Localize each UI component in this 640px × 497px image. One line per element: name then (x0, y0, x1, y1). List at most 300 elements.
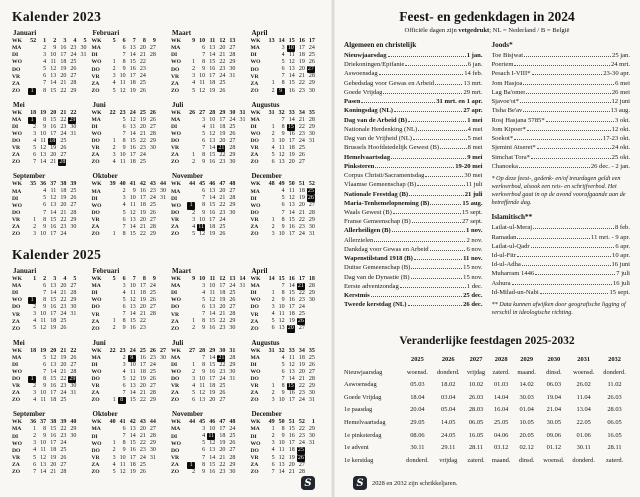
weekday-row (171, 283, 246, 290)
date-cell (185, 290, 195, 297)
date-cell: 2 (122, 188, 126, 195)
week-number-cell: 26 (149, 109, 156, 116)
date-cell: 15 (209, 59, 216, 66)
date-cell: 24 (229, 282, 236, 289)
weekday-row (251, 290, 326, 297)
date-cell: 26 (219, 389, 226, 396)
date-cell: 5 (281, 195, 285, 202)
date-cell: 13 (129, 426, 136, 433)
date-cell: 29 (308, 123, 315, 130)
month-block (171, 101, 246, 167)
date-cell: 5 (202, 440, 206, 447)
date-cell (315, 433, 325, 440)
date-cell (235, 159, 245, 166)
week-number-cell: 5 (112, 38, 116, 44)
date-cell: 2 (271, 87, 275, 94)
weekday-row (171, 304, 246, 311)
holiday-date: 26 mei (611, 88, 630, 96)
date-cell (76, 88, 86, 95)
date-cell: 10 (278, 230, 285, 237)
date-cell: 11 (129, 290, 136, 297)
week-number-cell: 31 (268, 347, 275, 354)
dot-leader (517, 233, 590, 239)
week-number-row (12, 110, 87, 117)
date-cell: 12 (288, 59, 295, 66)
date-cell (76, 224, 86, 231)
date-cell: 3 (192, 73, 196, 80)
date-cell: 26 (70, 66, 77, 73)
day-label: DO (12, 138, 21, 145)
day-label: WO (250, 131, 261, 138)
date-cell: 15 (288, 216, 295, 223)
day-label: ZA (12, 152, 20, 159)
date-cell: 28 (149, 433, 156, 440)
date-cell: 7 (122, 223, 126, 230)
date-cell (235, 202, 245, 209)
date-cell (225, 88, 235, 95)
week-number-cell: 38 (60, 181, 67, 188)
day-label: WO (250, 368, 261, 375)
holiday-date: 1 nov. (466, 227, 483, 235)
date-cell: 14 (288, 375, 295, 382)
day-label: VR (250, 145, 259, 152)
week-number-cell: 10 (199, 275, 206, 282)
weekday-row (92, 390, 167, 397)
date-cell (185, 124, 195, 131)
holiday-name: Id-Milad-un-Nabi (491, 288, 539, 296)
day-label: ZO (250, 159, 259, 166)
date-cell: 11 (278, 145, 285, 152)
date-cell: 29 (229, 318, 236, 325)
day-label: WO (12, 202, 22, 209)
date-cell (156, 73, 166, 80)
week-number-cell: 34 (298, 347, 305, 354)
day-label: ZA (250, 80, 259, 87)
date-cell (146, 318, 156, 325)
date-cell (265, 188, 275, 195)
date-cell: 15 (129, 59, 136, 66)
date-cell: 31 (70, 130, 77, 137)
date-cell: 21 (139, 52, 146, 59)
holiday-item (492, 116, 631, 125)
movable-value: 29.05 (410, 419, 425, 427)
date-cell: 16 (209, 159, 216, 166)
weekday-row (92, 304, 167, 311)
date-cell: 25 (308, 52, 315, 59)
day-label: ZO (91, 468, 100, 475)
day-label: VR (250, 311, 259, 318)
weekday-row (12, 390, 87, 397)
weekday-row (251, 376, 326, 383)
date-cell (106, 202, 116, 209)
day-label: DO (250, 304, 259, 311)
week-number-cell: 48 (268, 181, 275, 188)
day-label: WO (171, 368, 181, 375)
date-cell: 4 (271, 447, 275, 454)
weekday-row (12, 304, 87, 311)
date-cell: 12 (119, 87, 126, 94)
dot-leader (411, 273, 463, 279)
month-name: Januari (13, 29, 37, 37)
month-grid (12, 419, 87, 476)
date-cell: 10 (278, 304, 285, 311)
date-cell: 7 (281, 375, 285, 382)
date-cell (106, 210, 116, 217)
date-cell (76, 73, 86, 80)
date-cell (315, 124, 325, 131)
date-cell: 30 (308, 433, 315, 440)
date-cell: 1 (33, 426, 37, 433)
month-grid (92, 110, 167, 167)
date-cell: 15 (50, 297, 57, 304)
date-cell: 4 (281, 354, 285, 361)
day-label: DI (250, 433, 257, 440)
date-cell: 9 (202, 159, 206, 166)
date-cell (185, 145, 195, 152)
date-cell: 30 (70, 123, 77, 130)
date-cell (185, 304, 195, 311)
movable-feasts-table (344, 353, 630, 466)
date-cell: 16 (209, 325, 216, 332)
day-label: VR (12, 311, 21, 318)
date-cell (76, 138, 86, 145)
dot-leader (535, 269, 615, 275)
week-number-cell: 11 (209, 38, 216, 44)
day-label: ZA (91, 80, 100, 87)
weekday-row (171, 131, 246, 138)
date-cell: 26 (308, 59, 315, 66)
day-label: DO (12, 209, 21, 216)
weekday-row (12, 447, 87, 454)
week-number-cell: 25 (139, 109, 146, 116)
week-number-cell: 22 (70, 109, 77, 116)
date-cell: 16 (288, 389, 295, 396)
month-name: December (251, 172, 282, 181)
date-cell: 5 (271, 318, 275, 325)
date-cell: 23 (60, 123, 67, 130)
date-cell (156, 210, 166, 217)
day-label: MA (12, 354, 22, 361)
holiday-item (344, 162, 483, 171)
date-cell (265, 73, 275, 80)
holiday-item (344, 143, 483, 152)
date-cell: 29 (229, 461, 236, 468)
date-cell: 4 (192, 223, 196, 230)
date-cell (156, 80, 166, 87)
month-block (171, 410, 246, 476)
movable-value: 28.11 (468, 444, 484, 452)
date-cell (156, 224, 166, 231)
date-cell: 15 (209, 202, 216, 209)
date-cell: 27 (229, 447, 236, 454)
date-cell: 5 (122, 375, 126, 382)
date-cell: 8 (43, 375, 47, 382)
date-cell: 11 (278, 447, 285, 454)
date-cell: 12 (199, 87, 206, 94)
movable-value: 10.02 (468, 381, 484, 389)
day-label: WO (91, 59, 102, 66)
date-cell: 21 (60, 209, 67, 216)
date-cell: 20 (50, 152, 57, 159)
holiday-date: 15 (287, 382, 294, 389)
date-cell (156, 59, 166, 66)
day-label: VR (12, 145, 21, 152)
date-cell: 22 (60, 87, 67, 94)
date-cell: 23 (139, 145, 146, 152)
date-cell (315, 297, 325, 304)
date-cell (315, 52, 325, 59)
day-label: DO (171, 138, 180, 145)
movable-row (344, 378, 630, 391)
date-cell: 27 (149, 216, 156, 223)
week-number-cell (156, 276, 166, 283)
date-cell: 18 (219, 433, 226, 440)
date-cell: 13 (129, 304, 136, 311)
week-number-cell: 16 (288, 275, 295, 282)
date-cell: 24 (139, 454, 146, 461)
date-cell: 28 (149, 52, 156, 59)
day-label: VR (12, 73, 21, 80)
holiday-item (492, 97, 631, 106)
date-cell: 14 (129, 433, 136, 440)
month-grid (171, 110, 246, 167)
date-cell: 2 (122, 354, 126, 361)
date-cell (265, 59, 275, 66)
date-cell: 4 (112, 80, 116, 87)
date-cell: 17 (219, 116, 226, 123)
date-cell (315, 188, 325, 195)
holiday-date: 16 juni (611, 261, 630, 269)
date-cell: 6 (202, 188, 206, 195)
holiday-date: 1 mei (467, 116, 483, 124)
date-cell: 30 (308, 223, 315, 230)
date-cell: 29 (308, 290, 315, 297)
date-cell: 26 (60, 325, 67, 332)
date-cell (305, 152, 315, 159)
week-number-cell: 30 (219, 347, 226, 354)
date-cell: 17 (50, 311, 57, 318)
day-label: ZO (12, 397, 21, 404)
date-cell (235, 88, 245, 95)
date-cell: 28 (70, 368, 77, 375)
date-cell: 4 (33, 318, 37, 325)
weekday-row (92, 159, 167, 166)
date-cell: 17 (288, 137, 295, 144)
date-cell: 4 (271, 145, 275, 152)
holiday-date: 27 sept. (461, 218, 483, 226)
date-cell: 1 (112, 318, 116, 325)
holiday-name: Ashura (491, 279, 511, 287)
date-cell: 25 (60, 397, 67, 404)
month-name: Oktober (92, 172, 118, 181)
date-cell: 7 (202, 311, 206, 318)
date-cell: 14 (288, 282, 295, 289)
date-cell: 28 (149, 130, 156, 137)
date-cell: 17 (129, 152, 136, 159)
movable-value: 29.11 (441, 444, 456, 452)
week-number-row (12, 38, 87, 45)
date-cell (305, 462, 315, 469)
date-cell: 10 (40, 230, 47, 237)
month-grid (12, 348, 87, 405)
movable-value: 28.03 (468, 406, 484, 414)
weekday-row (92, 217, 167, 224)
day-label: WK (12, 419, 22, 426)
holiday-name: Sjemini Atseret* (491, 144, 536, 152)
date-cell: 19 (298, 361, 305, 368)
date-cell: 25 (149, 368, 156, 375)
holiday-item (492, 106, 631, 115)
date-cell: 16 (139, 354, 146, 361)
date-cell (235, 188, 245, 195)
day-label: DI (250, 195, 257, 202)
date-cell: 5 (122, 297, 126, 304)
week-number-cell: 49 (268, 419, 275, 426)
date-cell: 12 (129, 209, 136, 216)
week-number-cell: 7 (132, 275, 136, 282)
month-block (92, 339, 167, 405)
weekday-row (251, 117, 326, 124)
date-cell (156, 202, 166, 209)
date-cell (156, 469, 166, 476)
date-cell: 7 (202, 454, 206, 461)
date-cell: 7 (43, 209, 47, 216)
week-number-cell: 46 (209, 419, 216, 426)
date-cell (76, 469, 86, 476)
date-cell: 3 (202, 116, 206, 123)
week-number-cell: 19 (40, 109, 47, 116)
date-cell (156, 138, 166, 145)
day-label: DO (91, 138, 100, 145)
date-cell: 31 (149, 454, 156, 461)
day-label: DI (171, 290, 178, 297)
weekday-row (171, 397, 246, 404)
date-cell: 8 (202, 202, 206, 209)
date-cell: 20 (139, 426, 146, 433)
year-title-2025: Kalender 2025 (12, 246, 102, 262)
date-cell: 10 (40, 440, 47, 447)
date-cell: 24 (60, 230, 67, 237)
dot-leader (531, 242, 615, 248)
date-cell (315, 224, 325, 231)
date-cell: 18 (288, 311, 295, 318)
day-label: ZO (91, 325, 100, 332)
month-name: Juli (172, 100, 184, 109)
date-cell: 17 (50, 440, 57, 447)
month-name: Mei (13, 100, 25, 109)
day-label: ZO (171, 231, 180, 238)
date-cell (76, 440, 86, 447)
month-grid (251, 181, 326, 238)
date-cell (76, 362, 86, 369)
date-cell: 2 (271, 223, 275, 230)
date-cell (106, 217, 116, 224)
week-number-cell: 3 (53, 275, 57, 282)
date-cell (26, 376, 36, 383)
date-cell (235, 59, 245, 66)
day-label: DO (91, 66, 100, 73)
dot-leader (514, 134, 602, 140)
date-cell (106, 45, 116, 52)
date-cell (106, 117, 116, 124)
week-number-cell: 52 (308, 181, 315, 188)
date-cell: 21 (219, 454, 226, 461)
dot-leader (430, 245, 466, 251)
date-cell: 14 (129, 223, 136, 230)
date-cell: 24 (229, 116, 236, 123)
date-cell: 21 (288, 468, 295, 475)
holiday-item (344, 217, 483, 226)
week-number-cell: 8 (142, 275, 146, 282)
date-cell (76, 66, 86, 73)
date-cell: 15 (209, 361, 216, 368)
date-cell: 8 (122, 59, 126, 66)
day-label: ZO (250, 468, 259, 475)
date-cell: 13 (129, 123, 136, 130)
week-number-cell (315, 348, 325, 355)
week-number-cell: 19 (40, 347, 47, 354)
date-cell: 1 (112, 397, 116, 404)
date-cell (156, 304, 166, 311)
date-cell (285, 325, 295, 332)
weekday-row (92, 455, 167, 462)
movable-value: 01.06 (576, 431, 591, 439)
weekday-row (251, 88, 326, 95)
date-cell: 13 (129, 45, 136, 52)
holiday-name: Nationale Feestdag (B) (344, 190, 409, 198)
weekday-row (171, 231, 246, 238)
day-label: MA (250, 426, 260, 433)
month-grid (171, 348, 246, 405)
weekday-row (12, 195, 87, 202)
day-label: DI (171, 124, 178, 131)
date-cell: 27 (149, 426, 156, 433)
month-name: Mei (13, 338, 25, 347)
date-cell: 11 (209, 123, 216, 130)
weekday-row (171, 462, 246, 469)
movable-value: 05.03 (410, 381, 425, 389)
movable-value: 28.11 (607, 444, 622, 452)
date-cell: 26 (139, 87, 146, 94)
weekday-row (12, 426, 87, 433)
month-name: September (13, 410, 46, 419)
date-cell: 17 (139, 282, 146, 289)
date-cell: 6 (122, 304, 126, 311)
day-label: WO (12, 297, 22, 304)
week-number-cell: 5 (73, 275, 77, 282)
day-label: WK (250, 347, 261, 354)
movable-row (344, 454, 630, 467)
date-cell (76, 202, 86, 209)
date-cell (76, 447, 86, 454)
day-label: DO (250, 66, 259, 73)
date-cell (66, 455, 76, 462)
weekday-row (251, 447, 326, 454)
day-label: DI (91, 195, 98, 202)
holiday-date: 29 mrt. (463, 88, 483, 96)
holiday-item (492, 279, 631, 288)
dot-leader (413, 134, 467, 140)
week-number-cell: 52 (30, 38, 37, 44)
holiday-date: 26 (297, 454, 304, 461)
date-cell: 6 (202, 45, 206, 52)
date-cell (156, 290, 166, 297)
date-cell (76, 131, 86, 138)
day-label: MA (171, 45, 181, 52)
movable-value: donderd. (603, 368, 626, 376)
date-cell: 19 (288, 318, 295, 325)
date-cell: 8 (281, 123, 285, 130)
